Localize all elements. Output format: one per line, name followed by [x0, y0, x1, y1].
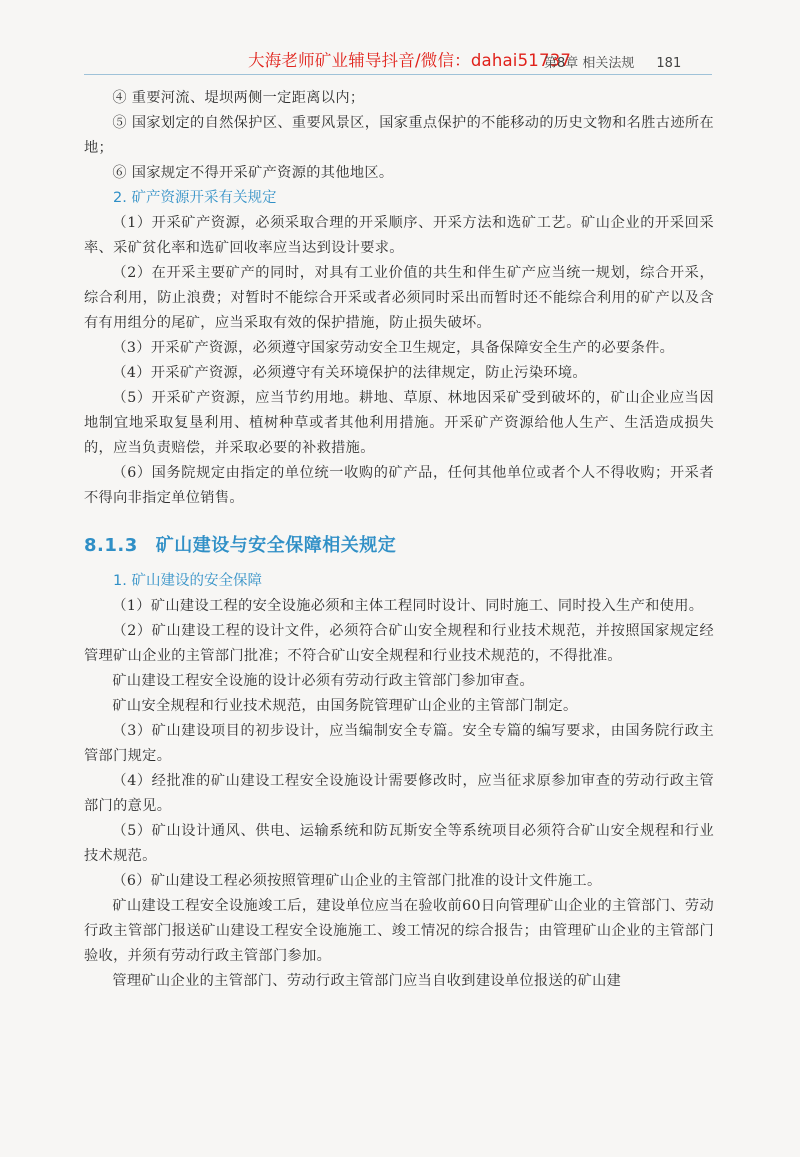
- paragraph: 矿山建设工程安全设施竣工后，建设单位应当在验收前60日向管理矿山企业的主管部门、劳动行政主管部门报送矿山建设工程安全设施施工、竣工情况的综合报告；由管理矿山企业的主管部门验收，并须有劳动行政主管部门参加。: [84, 898, 714, 964]
- paragraph: （4）经批准的矿山建设工程安全设施设计需要修改时，应当征求原参加审查的劳动行政主管部门的意见。: [84, 773, 714, 814]
- paragraph: （2）矿山建设工程的设计文件，必须符合矿山安全规程和行业技术规范，并按照国家规定经管理矿山企业的主管部门批准；不符合矿山安全规程和行业技术规范的，不得批准。: [84, 623, 714, 664]
- chapter-title: 第8章 相关法规: [544, 56, 635, 71]
- paragraph: （6）矿山建设工程必须按照管理矿山企业的主管部门批准的设计文件施工。: [112, 873, 602, 889]
- running-head: [544, 52, 681, 71]
- paragraph: ⑤ 国家划定的自然保护区、重要风景区，国家重点保护的不能移动的历史文物和名胜古迹所在地；: [84, 115, 714, 156]
- section-title: 矿山建设与安全保障相关规定: [155, 535, 397, 556]
- paragraph: （6）国务院规定由指定的单位统一收购的矿产品，任何其他单位或者个人不得收购；开采者不得向非指定单位销售。: [84, 465, 714, 506]
- paragraph: （3）矿山建设项目的初步设计，应当编制安全专篇。安全专篇的编写要求，由国务院行政主管部门规定。: [84, 723, 714, 764]
- subsection-heading: 2. 矿产资源开采有关规定: [113, 190, 277, 206]
- paragraph: （1）矿山建设工程的安全设施必须和主体工程同时设计、同时施工、同时投入生产和使用。: [112, 598, 704, 614]
- paragraph: 管理矿山企业的主管部门、劳动行政主管部门应当自收到建设单位报送的矿山建: [112, 973, 622, 989]
- paragraph: （5）矿山设计通风、供电、运输系统和防瓦斯安全等系统项目必须符合矿山安全规程和行业技术规范。: [84, 823, 714, 864]
- paragraph: （1）开采矿产资源，必须采取合理的开采顺序、开采方法和选矿工艺。矿山企业的开采回采率、采矿贫化率和选矿回收率应当达到设计要求。: [84, 215, 714, 256]
- page-body: [84, 86, 714, 994]
- paragraph: ⑥ 国家规定不得开采矿产资源的其他地区。: [112, 165, 394, 181]
- section-heading: [84, 533, 714, 559]
- section-number: 8.1.3: [84, 535, 138, 556]
- paragraph: （4）开采矿产资源，必须遵守有关环境保护的法律规定，防止污染环境。: [112, 365, 587, 381]
- header-rule: [84, 74, 712, 75]
- subsection-heading: 1. 矿山建设的安全保障: [113, 573, 262, 589]
- paragraph: 矿山安全规程和行业技术规范，由国务院管理矿山企业的主管部门制定。: [112, 698, 578, 714]
- paragraph: （5）开采矿产资源，应当节约用地。耕地、草原、林地因采矿受到破坏的，矿山企业应当因地制宜地采取复垦利用、植树种草或者其他利用措施。开采矿产资源给他人生产、生活造成损失的，应当负责赔偿，并采取必要的补救措施。: [84, 390, 714, 456]
- paragraph: （2）在开采主要矿产的同时，对具有工业价值的共生和伴生矿产应当统一规划，综合开采，综合利用，防止浪费；对暂时不能综合开采或者必须同时采出而暂时还不能综合利用的矿产以及含有有用组分的尾矿，应当采取有效的保护措施，防止损失破坏。: [84, 265, 714, 331]
- watermark-text: 大海老师矿业辅导抖音/微信：dahai51737: [248, 51, 572, 70]
- paragraph: 矿山建设工程安全设施的设计必须有劳动行政主管部门参加审查。: [112, 673, 534, 689]
- page-number: 181: [656, 56, 682, 71]
- paragraph: ④ 重要河流、堤坝两侧一定距离以内；: [112, 90, 365, 106]
- paragraph: （3）开采矿产资源，必须遵守国家劳动安全卫生规定，具备保障安全生产的必要条件。: [112, 340, 675, 356]
